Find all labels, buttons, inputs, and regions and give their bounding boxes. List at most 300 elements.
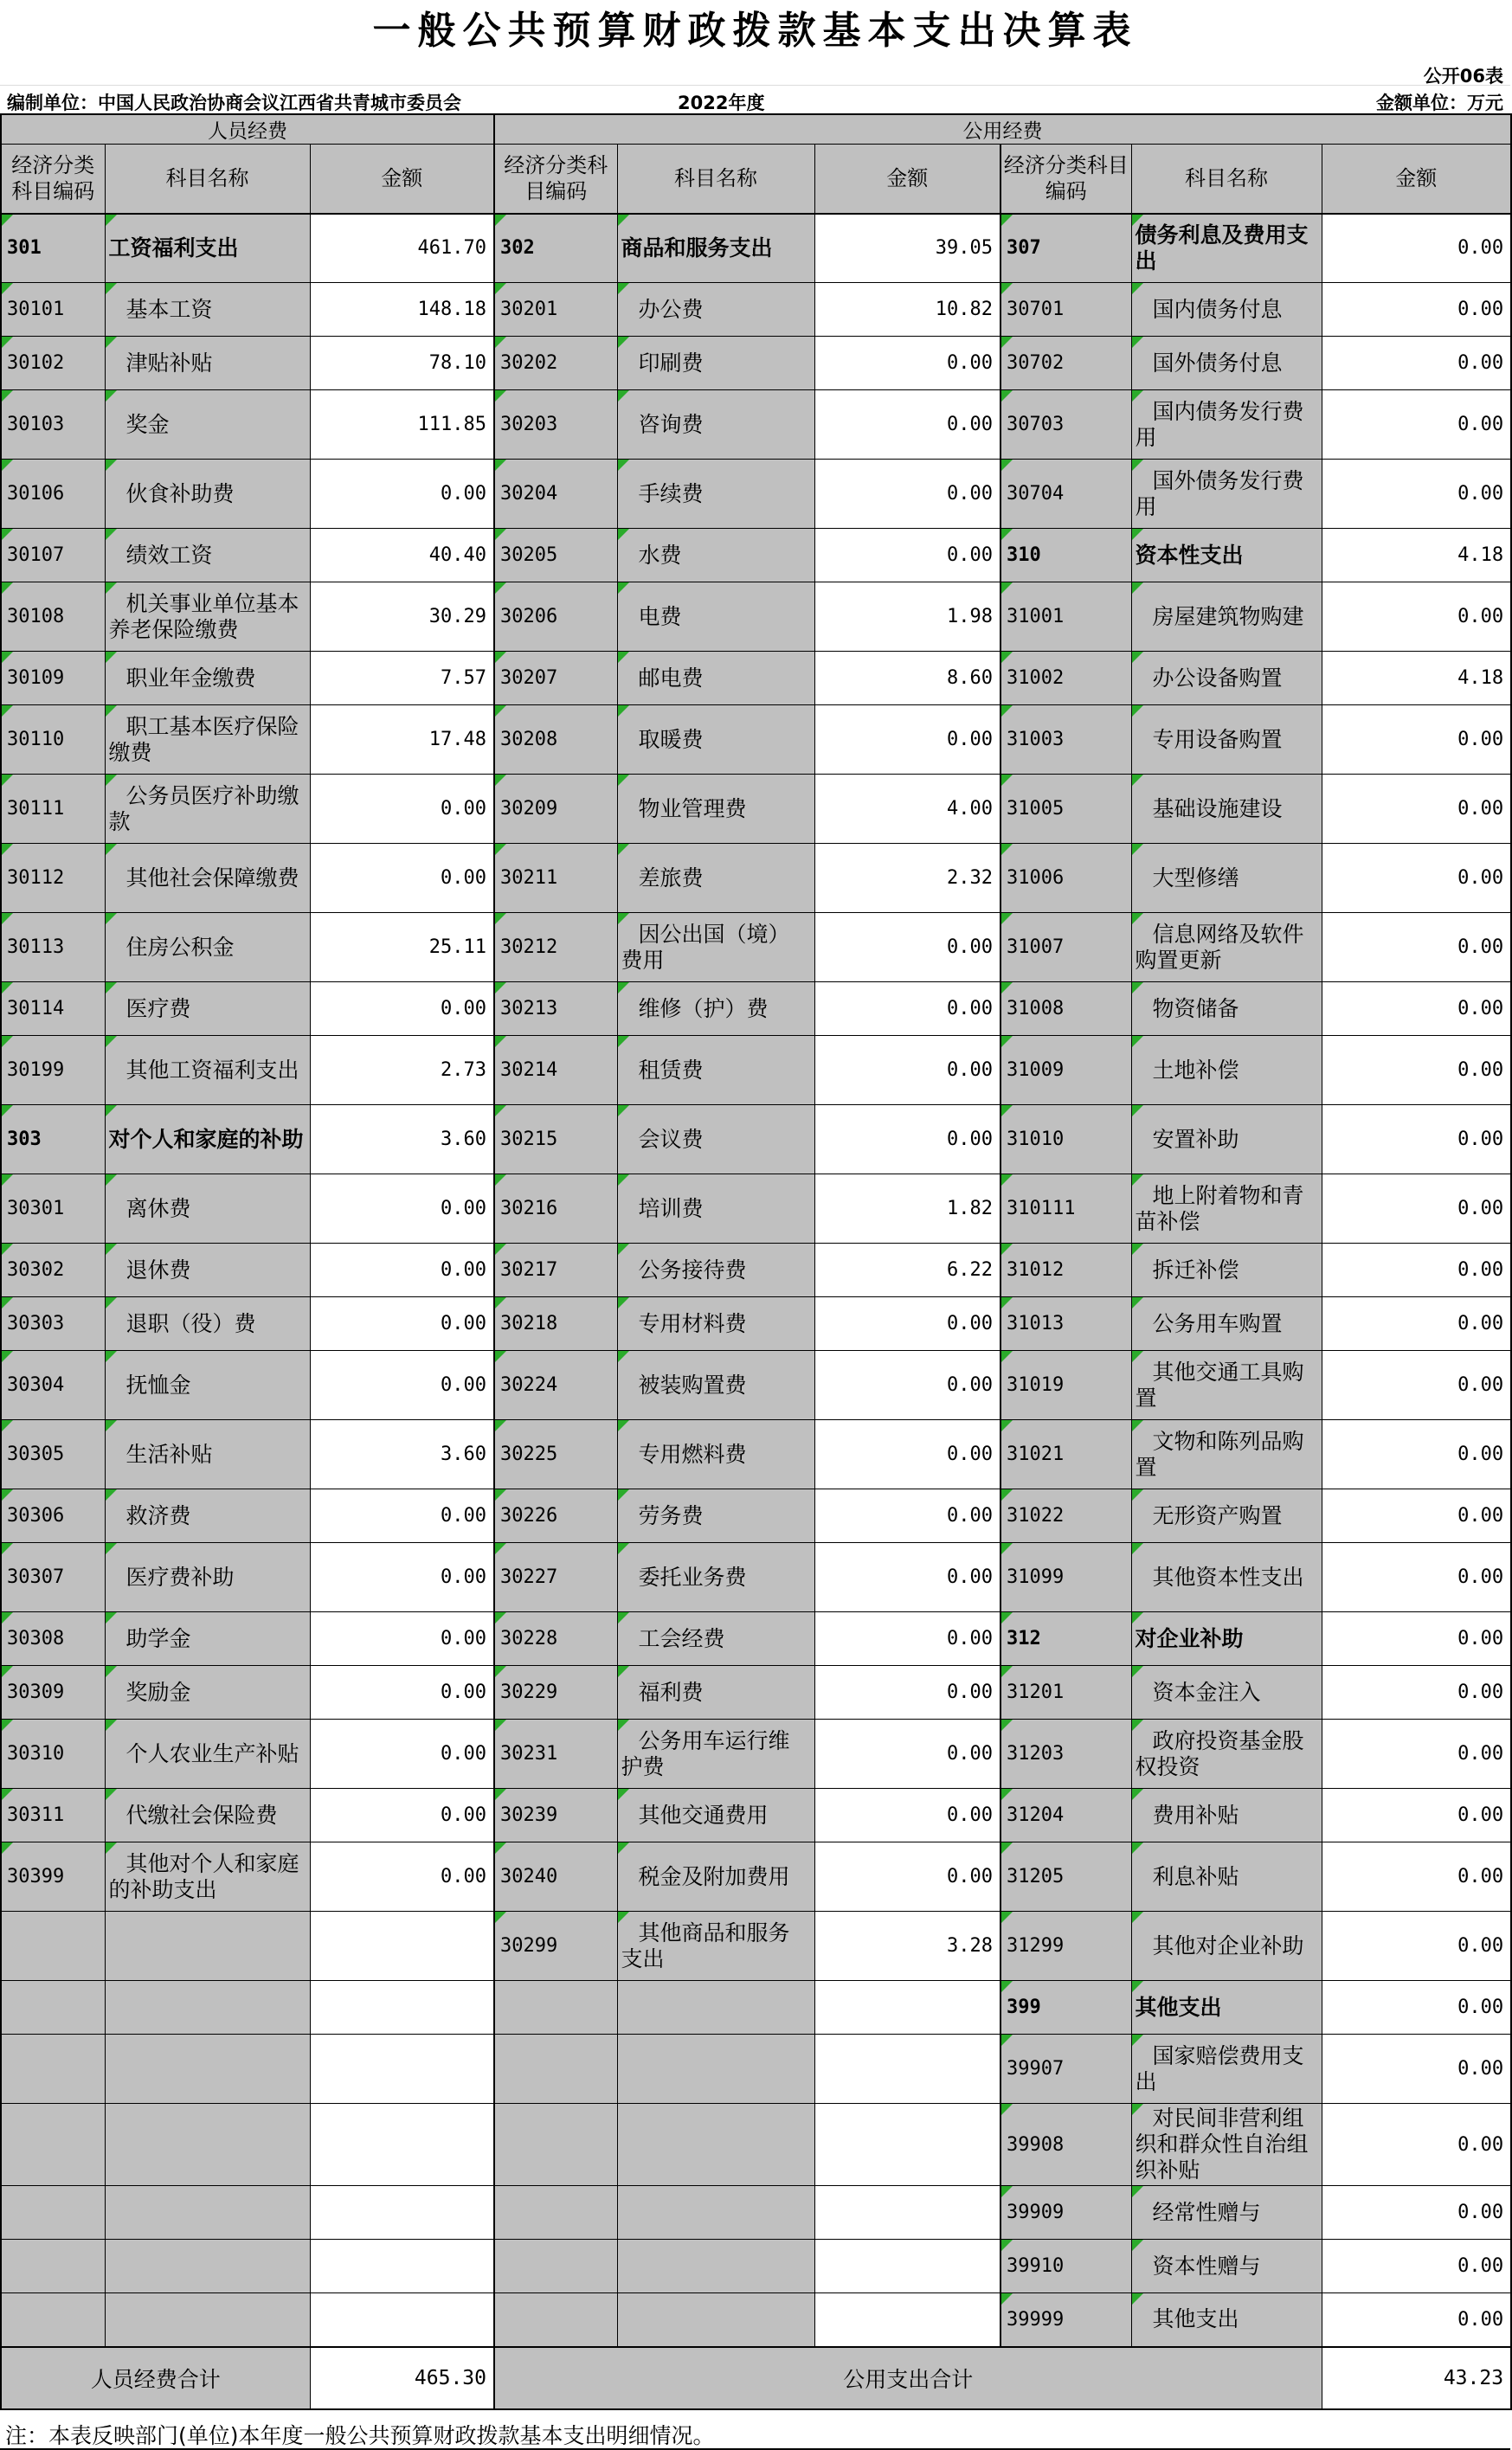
cell-code: 31012 (1000, 1244, 1131, 1297)
cell-name (105, 1981, 310, 2035)
cell-name: 经常性赠与 (1131, 2186, 1322, 2240)
cell-amount: 0.00 (1322, 1612, 1511, 1666)
cell-code (1, 2240, 105, 2293)
cell-amount: 4.18 (1322, 529, 1511, 582)
cell-code (1, 1981, 105, 2035)
prepared-by-label: 编制单位： (7, 93, 98, 113)
cell-code: 30231 (494, 1720, 617, 1789)
table-row (1, 2035, 1511, 2104)
cell-name: 公务用车购置 (1131, 1297, 1322, 1351)
table-row (1, 1720, 1511, 1789)
cell-code: 30227 (494, 1543, 617, 1612)
cell-name (105, 2035, 310, 2104)
cell-amount: 0.00 (1322, 844, 1511, 913)
cell-name: 维修（护）费 (617, 982, 814, 1036)
cell-amount: 0.00 (814, 1842, 1000, 1912)
cell-code: 30106 (1, 460, 105, 529)
cell-code: 31201 (1000, 1666, 1131, 1720)
cell-name: 其他支出 (1131, 1981, 1322, 2035)
cell-code: 30299 (494, 1912, 617, 1981)
cell-amount: 0.00 (814, 982, 1000, 1036)
table-row (1, 705, 1511, 775)
cell-amount: 0.00 (814, 529, 1000, 582)
cell-name: 离休费 (105, 1174, 310, 1244)
cell-code: 31007 (1000, 913, 1131, 982)
cell-name: 劳务费 (617, 1489, 814, 1543)
col-header-code-1: 经济分类科目编码 (1, 145, 105, 214)
cell-amount: 4.18 (1322, 652, 1511, 705)
cell-code: 31009 (1000, 1036, 1131, 1105)
cell-amount (310, 2035, 494, 2104)
cell-amount: 0.00 (1322, 982, 1511, 1036)
cell-name: 房屋建筑物购建 (1131, 582, 1322, 652)
cell-amount: 0.00 (310, 1174, 494, 1244)
cell-code: 30224 (494, 1351, 617, 1420)
cell-amount: 0.00 (310, 982, 494, 1036)
table-row (1, 1420, 1511, 1489)
cell-code: 310 (1000, 529, 1131, 582)
cell-code: 30205 (494, 529, 617, 582)
group-header-row (1, 114, 1511, 145)
cell-name: 机关事业单位基本养老保险缴费 (105, 582, 310, 652)
table-row (1, 652, 1511, 705)
cell-name: 物资储备 (1131, 982, 1322, 1036)
header-meta-row-2 (0, 86, 1510, 113)
cell-amount (814, 2104, 1000, 2186)
cell-amount: 0.00 (814, 1105, 1000, 1174)
table-row (1, 1351, 1511, 1420)
cell-name: 地上附着物和青苗补偿 (1131, 1174, 1322, 1244)
cell-amount: 0.00 (1322, 1789, 1511, 1842)
cell-amount (310, 2240, 494, 2293)
cell-name: 公务接待费 (617, 1244, 814, 1297)
cell-amount: 0.00 (814, 1789, 1000, 1842)
cell-name: 基本工资 (105, 283, 310, 337)
cell-name: 电费 (617, 582, 814, 652)
cell-code: 30112 (1, 844, 105, 913)
cell-code: 30207 (494, 652, 617, 705)
public-total-amount: 43.23 (1322, 2347, 1511, 2409)
cell-amount: 0.00 (1322, 705, 1511, 775)
cell-code: 39908 (1000, 2104, 1131, 2186)
table-row (1, 1789, 1511, 1842)
cell-code: 31013 (1000, 1297, 1131, 1351)
cell-amount: 30.29 (310, 582, 494, 652)
column-header-row (1, 145, 1511, 214)
cell-name: 专用燃料费 (617, 1420, 814, 1489)
table-row (1, 1666, 1511, 1720)
cell-code: 31203 (1000, 1720, 1131, 1789)
cell-code: 30311 (1, 1789, 105, 1842)
cell-name: 其他商品和服务支出 (617, 1912, 814, 1981)
cell-code (494, 2186, 617, 2240)
cell-code: 30215 (494, 1105, 617, 1174)
cell-amount: 8.60 (814, 652, 1000, 705)
cell-amount: 0.00 (1322, 582, 1511, 652)
cell-name: 其他资本性支出 (1131, 1543, 1322, 1612)
table-code: 公开06表 (1423, 66, 1503, 87)
cell-code: 310111 (1000, 1174, 1131, 1244)
col-header-amount-3: 金额 (1322, 145, 1511, 214)
cell-amount: 0.00 (814, 1543, 1000, 1612)
cell-amount: 3.60 (310, 1105, 494, 1174)
cell-amount: 40.40 (310, 529, 494, 582)
cell-name: 政府投资基金股权投资 (1131, 1720, 1322, 1789)
cell-amount: 0.00 (1322, 390, 1511, 460)
cell-amount: 0.00 (1322, 2186, 1511, 2240)
cell-name: 工资福利支出 (105, 214, 310, 283)
cell-amount: 0.00 (310, 1720, 494, 1789)
cell-amount: 0.00 (1322, 1981, 1511, 2035)
table-row (1, 1174, 1511, 1244)
table-row (1, 1036, 1511, 1105)
cell-name: 资本金注入 (1131, 1666, 1322, 1720)
cell-amount: 461.70 (310, 214, 494, 283)
cell-code: 39909 (1000, 2186, 1131, 2240)
cell-name: 住房公积金 (105, 913, 310, 982)
cell-code: 30228 (494, 1612, 617, 1666)
cell-code: 30305 (1, 1420, 105, 1489)
table-row (1, 1981, 1511, 2035)
table-row (1, 1612, 1511, 1666)
cell-amount: 0.00 (1322, 2104, 1511, 2186)
cell-code: 30703 (1000, 390, 1131, 460)
cell-amount: 78.10 (310, 337, 494, 390)
cell-code: 39907 (1000, 2035, 1131, 2104)
cell-name (617, 2186, 814, 2240)
table-row (1, 529, 1511, 582)
cell-name: 其他交通工具购置 (1131, 1351, 1322, 1420)
cell-amount: 0.00 (310, 1842, 494, 1912)
cell-name (617, 2240, 814, 2293)
cell-name: 被装购置费 (617, 1351, 814, 1420)
cell-name: 商品和服务支出 (617, 214, 814, 283)
cell-amount: 0.00 (814, 1297, 1000, 1351)
prepared-by-value: 中国人民政治协商会议江西省共青城市委员会 (98, 93, 461, 113)
cell-name: 对企业补助 (1131, 1612, 1322, 1666)
cell-name (105, 2240, 310, 2293)
cell-code: 30113 (1, 913, 105, 982)
cell-amount: 0.00 (814, 1351, 1000, 1420)
main-table (0, 113, 1512, 2410)
cell-name (105, 2186, 310, 2240)
cell-code: 312 (1000, 1612, 1131, 1666)
table-row (1, 582, 1511, 652)
cell-code: 30109 (1, 652, 105, 705)
cell-amount: 0.00 (310, 1297, 494, 1351)
cell-name (105, 1912, 310, 1981)
cell-name: 奖励金 (105, 1666, 310, 1720)
prepared-by (7, 89, 461, 115)
table-row (1, 1489, 1511, 1543)
cell-name: 抚恤金 (105, 1351, 310, 1420)
cell-amount: 0.00 (1322, 1105, 1511, 1174)
cell-code: 31001 (1000, 582, 1131, 652)
cell-name: 会议费 (617, 1105, 814, 1174)
cell-amount: 0.00 (1322, 1666, 1511, 1720)
totals-row (1, 2347, 1511, 2409)
cell-code: 30303 (1, 1297, 105, 1351)
cell-amount: 0.00 (310, 844, 494, 913)
group-header-personnel: 人员经费 (1, 114, 494, 145)
cell-code: 30306 (1, 1489, 105, 1543)
table-row (1, 337, 1511, 390)
personnel-total-amount: 465.30 (310, 2347, 494, 2409)
cell-name: 福利费 (617, 1666, 814, 1720)
cell-amount: 148.18 (310, 283, 494, 337)
cell-code: 31006 (1000, 844, 1131, 913)
table-row (1, 1105, 1511, 1174)
cell-name: 咨询费 (617, 390, 814, 460)
cell-name: 基础设施建设 (1131, 775, 1322, 844)
cell-amount (814, 2186, 1000, 2240)
cell-name: 税金及附加费用 (617, 1842, 814, 1912)
cell-name: 国家赔偿费用支出 (1131, 2035, 1322, 2104)
cell-name: 拆迁补偿 (1131, 1244, 1322, 1297)
cell-name: 工会经费 (617, 1612, 814, 1666)
cell-code: 31002 (1000, 652, 1131, 705)
cell-amount (310, 2104, 494, 2186)
cell-name: 无形资产购置 (1131, 1489, 1322, 1543)
cell-name: 委托业务费 (617, 1543, 814, 1612)
cell-amount: 0.00 (814, 1720, 1000, 1789)
cell-amount: 1.98 (814, 582, 1000, 652)
cell-amount (310, 1981, 494, 2035)
cell-name: 专用设备购置 (1131, 705, 1322, 775)
cell-amount: 0.00 (310, 1489, 494, 1543)
cell-code: 30309 (1, 1666, 105, 1720)
cell-code: 31010 (1000, 1105, 1131, 1174)
cell-name: 个人农业生产补贴 (105, 1720, 310, 1789)
cell-code (494, 2035, 617, 2104)
table-row (1, 982, 1511, 1036)
table-row (1, 283, 1511, 337)
cell-name: 生活补贴 (105, 1420, 310, 1489)
cell-amount: 0.00 (1322, 1912, 1511, 1981)
cell-amount: 0.00 (814, 1420, 1000, 1489)
cell-amount: 0.00 (814, 1612, 1000, 1666)
cell-amount: 0.00 (1322, 337, 1511, 390)
cell-name: 其他工资福利支出 (105, 1036, 310, 1105)
cell-code (494, 2240, 617, 2293)
cell-code: 30108 (1, 582, 105, 652)
cell-code: 30218 (494, 1297, 617, 1351)
group-header-public: 公用经费 (494, 114, 1511, 145)
cell-name: 职业年金缴费 (105, 652, 310, 705)
cell-amount: 0.00 (1322, 1351, 1511, 1420)
cell-amount: 0.00 (814, 1036, 1000, 1105)
cell-code: 30217 (494, 1244, 617, 1297)
cell-amount: 0.00 (1322, 460, 1511, 529)
cell-code: 30702 (1000, 337, 1131, 390)
cell-code: 30307 (1, 1543, 105, 1612)
cell-name: 手续费 (617, 460, 814, 529)
personnel-total-label: 人员经费合计 (1, 2347, 310, 2409)
cell-name: 其他社会保障缴费 (105, 844, 310, 913)
cell-code: 30208 (494, 705, 617, 775)
cell-amount: 0.00 (1322, 1842, 1511, 1912)
cell-name: 绩效工资 (105, 529, 310, 582)
cell-name: 救济费 (105, 1489, 310, 1543)
cell-code: 30202 (494, 337, 617, 390)
cell-name (105, 2293, 310, 2347)
cell-name: 其他对个人和家庭的补助支出 (105, 1842, 310, 1912)
cell-name: 物业管理费 (617, 775, 814, 844)
cell-name: 医疗费补助 (105, 1543, 310, 1612)
cell-amount: 39.05 (814, 214, 1000, 283)
cell-code: 30226 (494, 1489, 617, 1543)
cell-name: 办公设备购置 (1131, 652, 1322, 705)
cell-amount: 0.00 (310, 460, 494, 529)
cell-name: 国外债务发行费用 (1131, 460, 1322, 529)
public-total-label: 公用支出合计 (494, 2347, 1322, 2409)
cell-name: 印刷费 (617, 337, 814, 390)
cell-name: 奖金 (105, 390, 310, 460)
cell-amount: 0.00 (814, 1666, 1000, 1720)
cell-code: 30103 (1, 390, 105, 460)
cell-amount: 0.00 (1322, 1297, 1511, 1351)
cell-code: 30239 (494, 1789, 617, 1842)
cell-code: 30107 (1, 529, 105, 582)
footnote: 注：本表反映部门(单位)本年度一般公共预算财政拨款基本支出明细情况。 (0, 2410, 1510, 2450)
cell-code: 30308 (1, 1612, 105, 1666)
header-meta-row-1 (0, 61, 1510, 86)
cell-name: 其他支出 (1131, 2293, 1322, 2347)
cell-code (494, 1981, 617, 2035)
cell-name: 信息网络及软件购置更新 (1131, 913, 1322, 982)
cell-amount: 0.00 (1322, 283, 1511, 337)
cell-amount: 0.00 (1322, 2240, 1511, 2293)
table-row (1, 775, 1511, 844)
cell-amount (310, 2186, 494, 2240)
cell-name: 公务员医疗补助缴款 (105, 775, 310, 844)
cell-amount: 2.32 (814, 844, 1000, 913)
cell-code: 302 (494, 214, 617, 283)
cell-amount (814, 2035, 1000, 2104)
cell-name: 其他对企业补助 (1131, 1912, 1322, 1981)
table-row (1, 460, 1511, 529)
cell-code: 31021 (1000, 1420, 1131, 1489)
cell-code: 30199 (1, 1036, 105, 1105)
cell-amount: 0.00 (1322, 1420, 1511, 1489)
cell-amount: 0.00 (1322, 1036, 1511, 1105)
cell-code (1, 2186, 105, 2240)
cell-code (1, 2035, 105, 2104)
cell-amount: 6.22 (814, 1244, 1000, 1297)
cell-code: 31299 (1000, 1912, 1131, 1981)
cell-code: 31019 (1000, 1351, 1131, 1420)
cell-amount: 0.00 (814, 337, 1000, 390)
cell-name: 差旅费 (617, 844, 814, 913)
cell-name: 债务利息及费用支出 (1131, 214, 1322, 283)
cell-amount: 0.00 (310, 1666, 494, 1720)
cell-amount: 0.00 (310, 1543, 494, 1612)
cell-code: 39999 (1000, 2293, 1131, 2347)
cell-code: 30399 (1, 1842, 105, 1912)
cell-amount: 0.00 (1322, 2035, 1511, 2104)
cell-code: 30229 (494, 1666, 617, 1720)
cell-code: 30212 (494, 913, 617, 982)
table-row (1, 390, 1511, 460)
cell-code: 31008 (1000, 982, 1131, 1036)
cell-amount: 0.00 (310, 1789, 494, 1842)
cell-name: 退休费 (105, 1244, 310, 1297)
cell-amount: 25.11 (310, 913, 494, 982)
cell-name: 费用补贴 (1131, 1789, 1322, 1842)
cell-code: 301 (1, 214, 105, 283)
table-row (1, 2293, 1511, 2347)
col-header-amount-1: 金额 (310, 145, 494, 214)
table-row (1, 844, 1511, 913)
cell-code: 31205 (1000, 1842, 1131, 1912)
cell-amount: 0.00 (310, 1244, 494, 1297)
col-header-name-1: 科目名称 (105, 145, 310, 214)
table-row (1, 913, 1511, 982)
cell-name: 租赁费 (617, 1036, 814, 1105)
cell-amount: 0.00 (1322, 1720, 1511, 1789)
col-header-code-3: 经济分类科目编码 (1000, 145, 1131, 214)
cell-code: 30214 (494, 1036, 617, 1105)
fiscal-year: 2022年度 (678, 93, 765, 113)
cell-code: 30701 (1000, 283, 1131, 337)
cell-amount: 0.00 (814, 390, 1000, 460)
cell-name: 助学金 (105, 1612, 310, 1666)
cell-name: 对个人和家庭的补助 (105, 1105, 310, 1174)
cell-code: 30204 (494, 460, 617, 529)
cell-name: 代缴社会保险费 (105, 1789, 310, 1842)
cell-name: 医疗费 (105, 982, 310, 1036)
cell-name: 国外债务付息 (1131, 337, 1322, 390)
cell-code (1, 2293, 105, 2347)
cell-code: 30302 (1, 1244, 105, 1297)
cell-amount: 0.00 (310, 1351, 494, 1420)
cell-name: 取暖费 (617, 705, 814, 775)
cell-name (617, 2035, 814, 2104)
cell-code: 30209 (494, 775, 617, 844)
cell-amount (814, 1981, 1000, 2035)
cell-amount: 17.48 (310, 705, 494, 775)
cell-code (1, 2104, 105, 2186)
cell-name: 专用材料费 (617, 1297, 814, 1351)
cell-code: 30301 (1, 1174, 105, 1244)
table-row (1, 2186, 1511, 2240)
cell-amount: 0.00 (814, 1489, 1000, 1543)
cell-code: 30203 (494, 390, 617, 460)
cell-code: 30704 (1000, 460, 1131, 529)
table-row (1, 214, 1511, 283)
cell-name: 退职（役）费 (105, 1297, 310, 1351)
page-title: 一般公共预算财政拨款基本支出决算表 (372, 10, 1138, 52)
cell-amount: 3.28 (814, 1912, 1000, 1981)
cell-name (617, 2104, 814, 2186)
cell-code: 30310 (1, 1720, 105, 1789)
table-row (1, 1297, 1511, 1351)
cell-code: 30101 (1, 283, 105, 337)
cell-amount: 0.00 (814, 913, 1000, 982)
cell-code: 30211 (494, 844, 617, 913)
cell-amount: 4.00 (814, 775, 1000, 844)
cell-amount: 0.00 (1322, 1543, 1511, 1612)
cell-code: 31005 (1000, 775, 1131, 844)
cell-amount: 0.00 (1322, 1174, 1511, 1244)
col-header-name-3: 科目名称 (1131, 145, 1322, 214)
cell-amount (310, 1912, 494, 1981)
cell-code: 399 (1000, 1981, 1131, 2035)
cell-code (494, 2293, 617, 2347)
cell-amount: 1.82 (814, 1174, 1000, 1244)
cell-amount: 0.00 (1322, 214, 1511, 283)
amount-unit: 金额单位：万元 (1376, 93, 1503, 113)
